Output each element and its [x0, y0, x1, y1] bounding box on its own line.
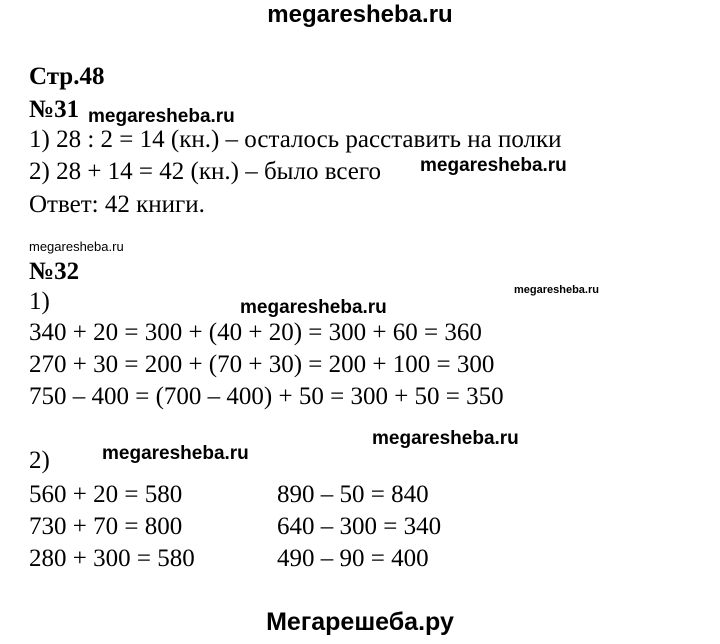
- task-32-part-2-right-1: 890 – 50 = 840: [277, 481, 429, 508]
- task-31-number: №31: [29, 96, 80, 123]
- task-32-part-2-right-3: 490 – 90 = 400: [277, 545, 429, 572]
- watermark-after-line-2: megaresheba.ru: [420, 155, 567, 176]
- watermark-mid-32-1: megaresheba.ru: [240, 297, 387, 318]
- watermark-top: megaresheba.ru: [267, 1, 453, 28]
- task-32-part-2-left-2: 730 + 70 = 800: [29, 513, 183, 540]
- task-32-part-1-line-1: 340 + 20 = 300 + (40 + 20) = 300 + 60 = 360: [29, 319, 482, 346]
- task-31-line-1: 1) 28 : 2 = 14 (кн.) – осталось расставить на полки: [29, 126, 562, 153]
- watermark-before-32: megaresheba.ru: [29, 239, 124, 254]
- task-32-number: №32: [29, 258, 80, 285]
- task-32-part-2-right-2: 640 – 300 = 340: [277, 513, 442, 540]
- task-32-part-1-line-3: 750 – 400 = (700 – 400) + 50 = 300 + 50 = 350: [29, 383, 504, 410]
- watermark-bottom: Мегарешеба.ру: [266, 608, 454, 636]
- task-31-line-2: 2) 28 + 14 = 42 (кн.) – было всего: [29, 158, 381, 185]
- task-31-answer: Ответ: 42 книги.: [29, 191, 205, 218]
- task-32-part-2-left-1: 560 + 20 = 580: [29, 481, 183, 508]
- task-32-part-2-left-3: 280 + 300 = 580: [29, 545, 195, 572]
- watermark-after-31: megaresheba.ru: [88, 106, 235, 127]
- watermark-right-part-2: megaresheba.ru: [372, 428, 519, 449]
- page-label: Стр.48: [29, 63, 105, 90]
- watermark-right-32: megaresheba.ru: [514, 284, 599, 296]
- watermark-after-part-2: megaresheba.ru: [102, 443, 249, 464]
- task-32-part-1-line-2: 270 + 30 = 200 + (70 + 30) = 200 + 100 = 300: [29, 351, 495, 378]
- task-32-part-1-label: 1): [29, 288, 50, 315]
- task-32-part-2-label: 2): [29, 447, 50, 474]
